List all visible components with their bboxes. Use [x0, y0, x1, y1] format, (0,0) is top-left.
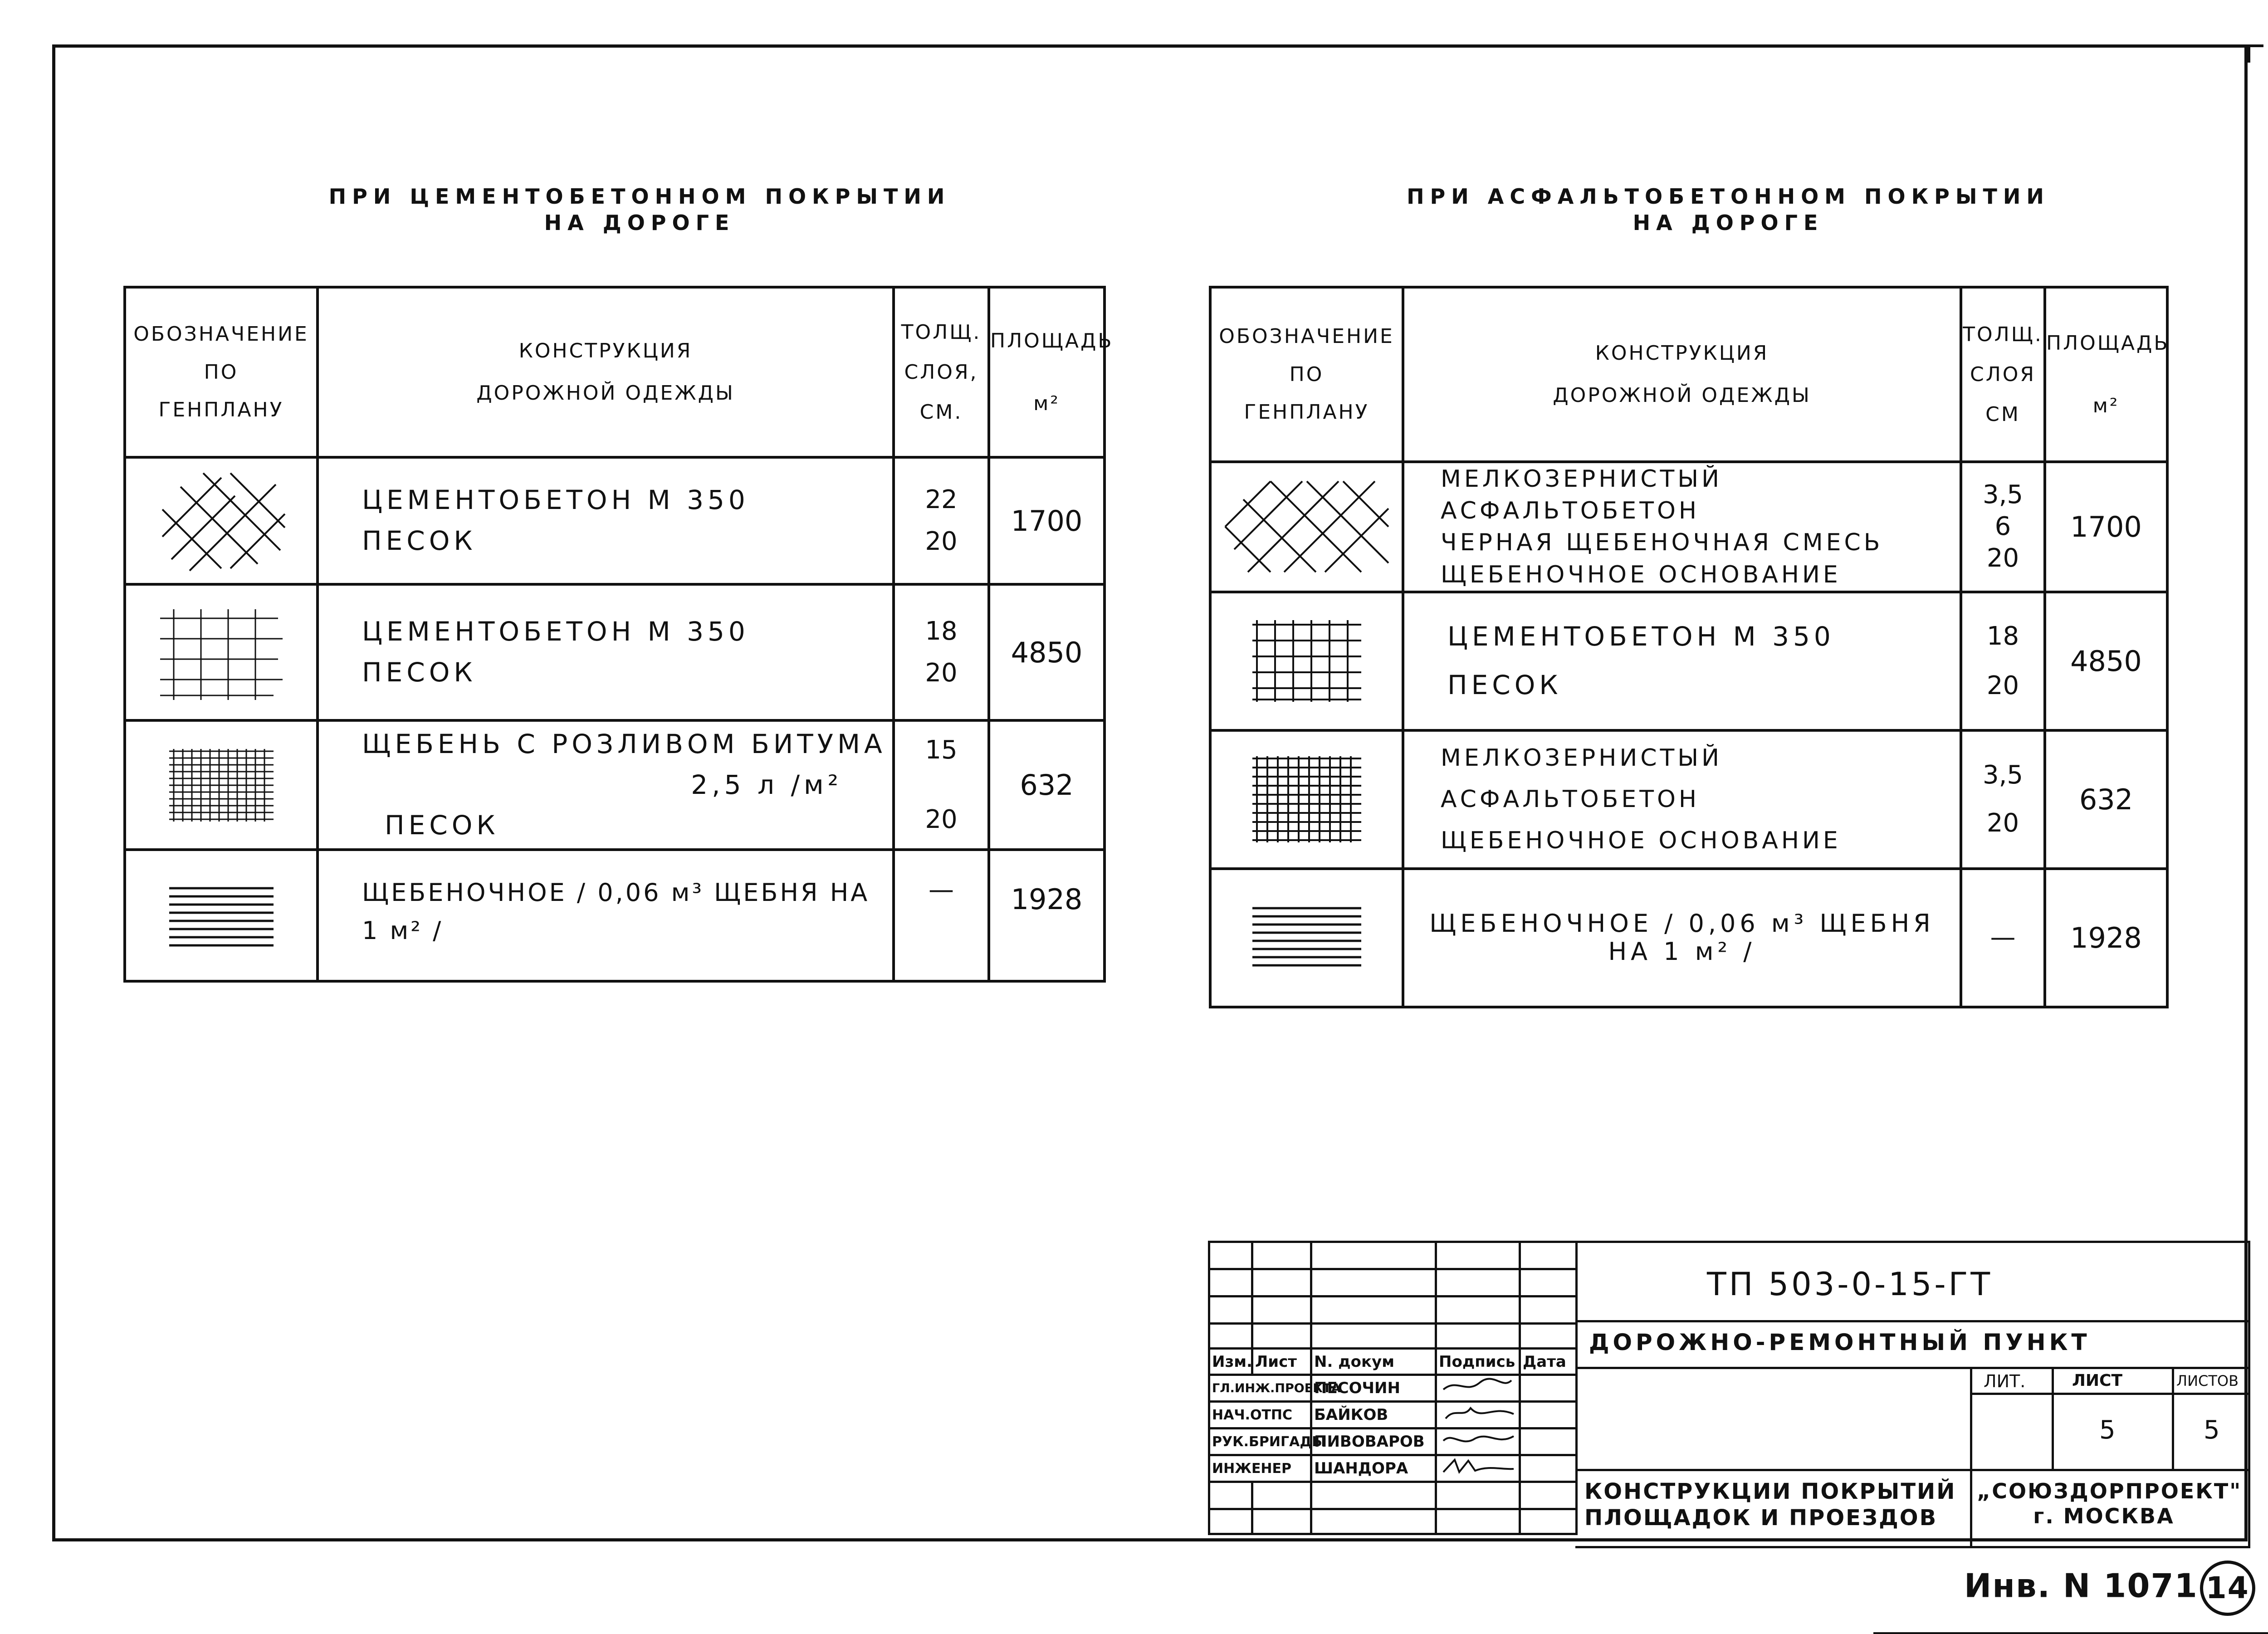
bottom-rule — [1873, 1632, 2268, 1634]
layer-list: ЩЕБЕНЬ С РОЗЛИВОМ БИТУМА 2,5 л /м² ПЕСОК — [318, 720, 894, 850]
thickness-values: — — [894, 850, 989, 981]
staff-role: НАЧ.ОТПС — [1209, 1402, 1311, 1429]
left-construction-table — [123, 286, 1114, 983]
layer-list: ЦЕМЕНТОБЕТОН М 350 ПЕСОК — [318, 457, 894, 584]
horizontal-line-hatch-icon — [1210, 869, 1403, 1007]
signature — [1436, 1402, 1520, 1429]
staff-name: БАЙКОВ — [1311, 1402, 1436, 1429]
thickness-values: 18 20 — [1961, 592, 2045, 730]
col-header: Подпись — [1436, 1349, 1520, 1375]
header-area: ПЛОЩАДЬ м² — [989, 287, 1105, 457]
dense-grid-hatch-icon — [125, 720, 318, 850]
table-row — [125, 850, 1105, 981]
organization — [1977, 1479, 2242, 1529]
table-row — [125, 584, 1105, 720]
inventory-label: Инв. N 1071 — [1964, 1566, 2198, 1605]
diagonal-cross-hatch-icon — [125, 457, 318, 584]
circled-number: 14 — [2200, 1561, 2255, 1616]
thickness-values: — — [1961, 869, 2045, 1007]
area-value: 1700 — [989, 457, 1105, 584]
left-section-title — [254, 184, 1025, 236]
staff-name: ШАНДОРА — [1311, 1455, 1436, 1482]
sheet-title-line2: ПЛОЩАДОК И ПРОЕЗДОВ — [1584, 1505, 1938, 1531]
horizontal-line-hatch-icon — [125, 850, 318, 981]
sparse-grid-hatch-icon — [1210, 592, 1403, 730]
table-row — [125, 720, 1105, 850]
left-title-line2: НА ДОРОГЕ — [544, 210, 735, 235]
table-row — [1210, 592, 2167, 730]
signature — [1436, 1375, 1520, 1402]
layer-list: МЕЛКОЗЕРНИСТЫЙ АСФАЛЬТОБЕТОН ЧЕРНАЯ ЩЕБЕНОЧНАЯ СМЕСЬ ЩЕБЕНОЧНОЕ ОСНОВАНИЕ — [1403, 462, 1961, 592]
header-designation: ОБОЗНАЧЕНИЕ ПО ГЕНПЛАНУ — [1210, 287, 1403, 462]
inventory-number — [1964, 1561, 2255, 1616]
signature — [1436, 1429, 1520, 1455]
title-block — [1208, 1241, 2250, 1548]
col-header: Лист — [1252, 1349, 1311, 1375]
staff-row — [1209, 1455, 1577, 1482]
header-construction: КОНСТРУКЦИЯ ДОРОЖНОЙ ОДЕЖДЫ — [318, 287, 894, 457]
lit-label: ЛИТ. — [1984, 1371, 2026, 1391]
staff-row — [1209, 1375, 1577, 1402]
layer-list: ЦЕМЕНТОБЕТОН М 350 ПЕСОК — [1403, 592, 1961, 730]
diagonal-cross-hatch-icon — [1210, 462, 1403, 592]
area-value: 1928 — [989, 850, 1105, 981]
area-value: 632 — [989, 720, 1105, 850]
staff-row — [1209, 1402, 1577, 1429]
staff-role: РУК.БРИГАДЫ — [1209, 1429, 1311, 1455]
layer-list: ЩЕБЕНОЧНОЕ / 0,06 м³ ЩЕБНЯ НА 1 м² / — [1403, 869, 1961, 1007]
table-row — [125, 457, 1105, 584]
sparse-grid-hatch-icon — [125, 584, 318, 720]
header-designation: ОБОЗНАЧЕНИЕ ПО ГЕНПЛАНУ — [125, 287, 318, 457]
thickness-values: 22 20 — [894, 457, 989, 584]
org-line1: „СОЮЗДОРПРОЕКТ" — [1977, 1479, 2242, 1503]
right-section-title — [1370, 184, 2087, 236]
area-value: 1928 — [2045, 869, 2167, 1007]
layer-list: ЦЕМЕНТОБЕТОН М 350 ПЕСОК — [318, 584, 894, 720]
sheet-number: 5 — [2099, 1415, 2116, 1445]
thickness-values: 3,5 6 20 — [1961, 462, 2045, 592]
document-code: ТП 503-0-15-ГТ — [1707, 1266, 1993, 1303]
sheets-label: ЛИСТОВ — [2176, 1372, 2239, 1389]
col-header: Изм. — [1209, 1349, 1252, 1375]
right-title-line1: ПРИ АСФАЛЬТОБЕТОННОМ ПОКРЫТИИ — [1407, 184, 2050, 209]
signature — [1436, 1455, 1520, 1482]
staff-role: ИНЖЕНЕР — [1209, 1455, 1311, 1482]
staff-name: ПИВОВАРОВ — [1311, 1429, 1436, 1455]
table-row — [1210, 730, 2167, 869]
col-header: N. докум — [1311, 1349, 1436, 1375]
header-thickness: ТОЛЩ. СЛОЯ, СМ. — [894, 287, 989, 457]
layer-list: ЩЕБЕНОЧНОЕ / 0,06 м³ ЩЕБНЯ НА 1 м² / — [318, 850, 894, 981]
thickness-values: 18 20 — [894, 584, 989, 720]
table-row — [1210, 869, 2167, 1007]
thickness-values: 15 20 — [894, 720, 989, 850]
staff-row — [1209, 1429, 1577, 1455]
area-value: 632 — [2045, 730, 2167, 869]
right-title-line2: НА ДОРОГЕ — [1633, 210, 1824, 235]
area-value: 1700 — [2045, 462, 2167, 592]
sheets-total: 5 — [2204, 1415, 2220, 1445]
frame-corner-mark — [2248, 44, 2250, 63]
sheet-title-line1: КОНСТРУКЦИИ ПОКРЫТИЙ — [1584, 1479, 1956, 1504]
area-value: 4850 — [989, 584, 1105, 720]
sheet-title — [1584, 1479, 1956, 1531]
staff-name: ПЕСОЧИН — [1311, 1375, 1436, 1402]
right-construction-table — [1209, 286, 2169, 1008]
layer-list: МЕЛКОЗЕРНИСТЫЙ АСФАЛЬТОБЕТОН ЩЕБЕНОЧНОЕ ОСНОВАНИЕ — [1403, 730, 1961, 869]
header-construction: КОНСТРУКЦИЯ ДОРОЖНОЙ ОДЕЖДЫ — [1403, 287, 1961, 462]
object-name: ДОРОЖНО-РЕМОНТНЫЙ ПУНКТ — [1589, 1329, 2091, 1355]
sheet-label: ЛИСТ — [2072, 1371, 2123, 1390]
revision-signature-grid — [1208, 1241, 1578, 1535]
left-title-line1: ПРИ ЦЕМЕНТОБЕТОННОМ ПОКРЫТИИ — [328, 184, 951, 209]
area-value: 4850 — [2045, 592, 2167, 730]
table-row — [1210, 462, 2167, 592]
header-area: ПЛОЩАДЬ м² — [2045, 287, 2167, 462]
org-line2: г. МОСКВА — [2033, 1504, 2175, 1529]
header-thickness: ТОЛЩ. СЛОЯ СМ — [1961, 287, 2045, 462]
thickness-values: 3,5 20 — [1961, 730, 2045, 869]
staff-role: ГЛ.ИНЖ.ПРОЕКТА — [1209, 1375, 1311, 1402]
col-header: Дата — [1520, 1349, 1577, 1375]
frame-corner-mark — [2214, 44, 2263, 47]
dense-grid-hatch-icon — [1210, 730, 1403, 869]
